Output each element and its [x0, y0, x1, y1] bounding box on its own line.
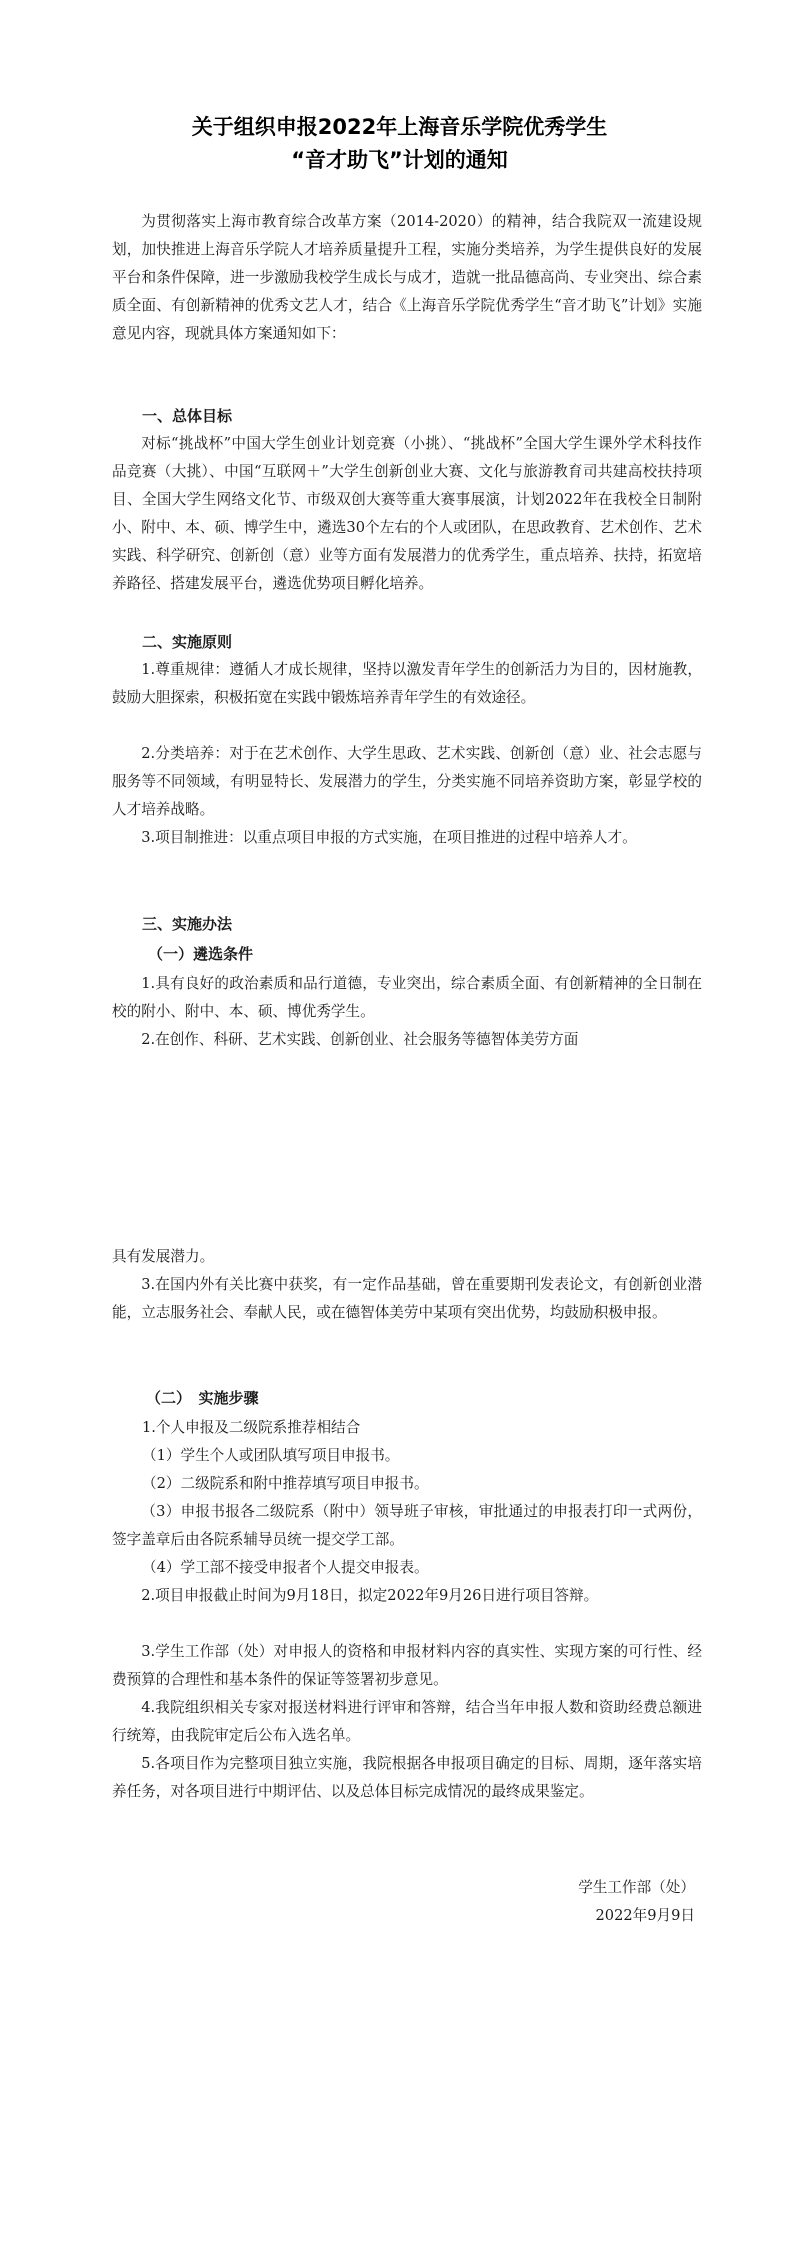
section-heading-principles: 二、实施原则: [142, 633, 233, 651]
step-item-2: 2.项目申报截止时间为9月18日，拟定2022年9月26日进行项目答辩。: [141, 1587, 599, 1604]
step-item-3: 3.学生工作部（处）对申报人的资格和申报材料内容的真实性、实现方案的可行性、经费预算的合理性和基本条件的保证等签署初步意见。: [112, 1643, 702, 1688]
criteria-item-2-start: 2.在创作、科研、艺术实践、创新创业、社会服务等德智体美劳方面: [141, 1031, 579, 1048]
principle-item-1: 1.尊重规律：遵循人才成长规律，坚持以激发青年学生的创新活力为目的，因材施教，鼓励大胆探索，积极拓宽在实践中锻炼培养青年学生的有效途径。: [112, 661, 702, 706]
document-title-line1: 关于组织申报2022年上海音乐学院优秀学生: [191, 115, 608, 139]
subsection-heading-steps: （二） 实施步骤: [146, 1389, 259, 1407]
signature-date: 2022年9月9日: [595, 1907, 695, 1924]
step-item-5: 5.各项目作为完整项目独立实施，我院根据各申报项目确定的目标、周期，逐年落实培养任务，对各项目进行中期评估、以及总体目标完成情况的最终成果鉴定。: [112, 1755, 702, 1800]
criteria-item-3: 3.在国内外有关比赛中获奖，有一定作品基础，曾在重要期刊发表论文，有创新创业潜能，立志服务社会、奉献人民，或在德智体美劳中某项有突出优势，均鼓励积极申报。: [112, 1276, 702, 1321]
step-item-1-2: （2）二级院系和附中推荐填写项目申报书。: [142, 1475, 429, 1492]
section-heading-goals: 一、总体目标: [142, 407, 233, 425]
step-item-1: 1.个人申报及二级院系推荐相结合: [142, 1419, 361, 1436]
section-heading-methods: 三、实施办法: [142, 915, 233, 933]
document-title-line2: “音才助飞”计划的通知: [291, 148, 508, 172]
principle-item-3: 3.项目制推进：以重点项目申报的方式实施，在项目推进的过程中培养人才。: [141, 829, 637, 846]
goals-paragraph: 对标“挑战杯”中国大学生创业计划竞赛（小挑）、“挑战杯”全国大学生课外学术科技作品竞赛（大挑）、中国“互联网＋”大学生创新创业大赛、文化与旅游教育司共建高校扶持项目、全国大学生网络文化节、市级双创大赛等重大赛事展演，计划2022年在我校全日制附小、附中、本、硕、博学生中，遴选30个左右的个人或团队，在思政教育、艺术创作、艺术实践、科学研究、创新创（意）业等方面有发展潜力的优秀学生，重点培养、扶持，拓宽培养路径、搭建发展平台，遴选优势项目孵化培养。: [112, 435, 702, 592]
criteria-item-2-end: 具有发展潜力。: [112, 1248, 215, 1265]
intro-paragraph: 为贯彻落实上海市教育综合改革方案（2014-2020）的精神，结合我院双一流建设规划，加快推进上海音乐学院人才培养质量提升工程，实施分类培养，为学生提供良好的发展平台和条件保障，进一步激励我校学生成长与成才，造就一批品德高尚、专业突出、综合素质全面、有创新精神的优秀文艺人才，结合《上海音乐学院优秀学生“音才助飞”计划》实施意见内容，现就具体方案通知如下：: [112, 213, 702, 342]
step-item-1-1: （1）学生个人或团队填写项目申报书。: [142, 1447, 400, 1464]
step-item-4: 4.我院组织相关专家对报送材料进行评审和答辩，结合当年申报人数和资助经费总额进行统筹，由我院审定后公布入选名单。: [112, 1699, 702, 1744]
signature-department: 学生工作部（处）: [578, 1879, 695, 1896]
principle-item-2: 2.分类培养：对于在艺术创作、大学生思政、艺术实践、创新创（意）业、社会志愿与服务等不同领域，有明显特长、发展潜力的学生，分类实施不同培养资助方案，彰显学校的人才培养战略。: [112, 745, 702, 818]
step-item-1-4: （4）学工部不接受申报者个人提交申报表。: [142, 1559, 429, 1576]
criteria-item-1: 1.具有良好的政治素质和品行道德，专业突出，综合素质全面、有创新精神的全日制在校的附小、附中、本、硕、博优秀学生。: [112, 975, 702, 1020]
step-item-1-3: （3）申报书报各二级院系（附中）领导班子审核，审批通过的申报表打印一式两份，签字盖章后由各院系辅导员统一提交学工部。: [112, 1503, 702, 1548]
subsection-heading-criteria: （一）遴选条件: [148, 945, 254, 963]
